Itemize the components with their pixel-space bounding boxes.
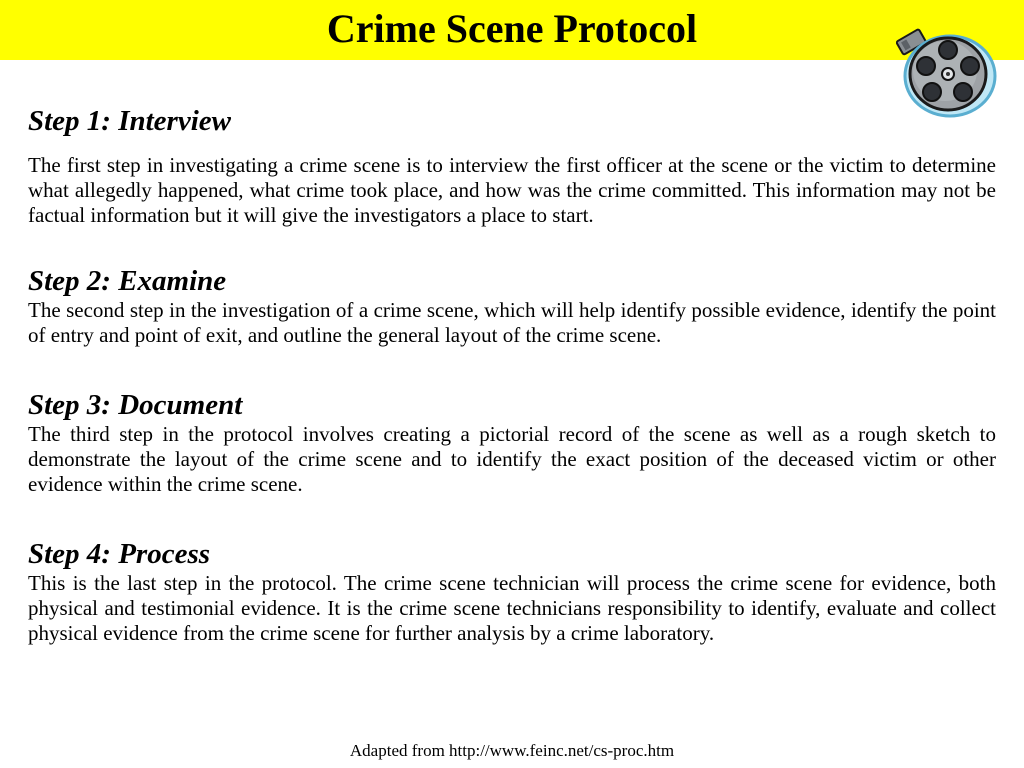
step-heading: Step 3: Document [28,389,243,421]
step-document [28,388,996,497]
page-title: Crime Scene Protocol [326,6,698,51]
step-description: This is the last step in the protocol. The crime scene technician will process the crime scene for evidence, both physical and testimonial evidence. It is the crime scene technicians responsibility to identify, evaluate and collect physical evidence from the crime scene for further analysis by a crime laboratory. [28,571,996,645]
step-interview [28,104,996,228]
source-footer: Adapted from http://www.feinc.net/cs-proc.htm [349,741,675,760]
step-heading: Step 4: Process [28,538,211,570]
step-process [28,537,996,646]
step-heading: Step 1: Interview [28,105,231,137]
step-description: The first step in investigating a crime scene is to interview the first officer at the scene or the victim to determine what allegedly happened, what crime took place, and how was the crime committed. This information may not be factual information but it will give the investigators a place to start. [28,153,996,227]
title-bar [0,0,1024,60]
steps-list [28,104,996,646]
step-description: The second step in the investigation of a crime scene, which will help identify possible evidence, identify the point of entry and point of exit, and outline the general layout of the crime scene. [28,298,996,347]
step-heading: Step 2: Examine [28,265,227,297]
step-description: The third step in the protocol involves creating a pictorial record of the scene as well as a rough sketch to demonstrate the layout of the crime scene and to identify the exact position of the deceased victim or other evidence within the crime scene. [28,422,996,496]
step-examine [28,264,996,348]
